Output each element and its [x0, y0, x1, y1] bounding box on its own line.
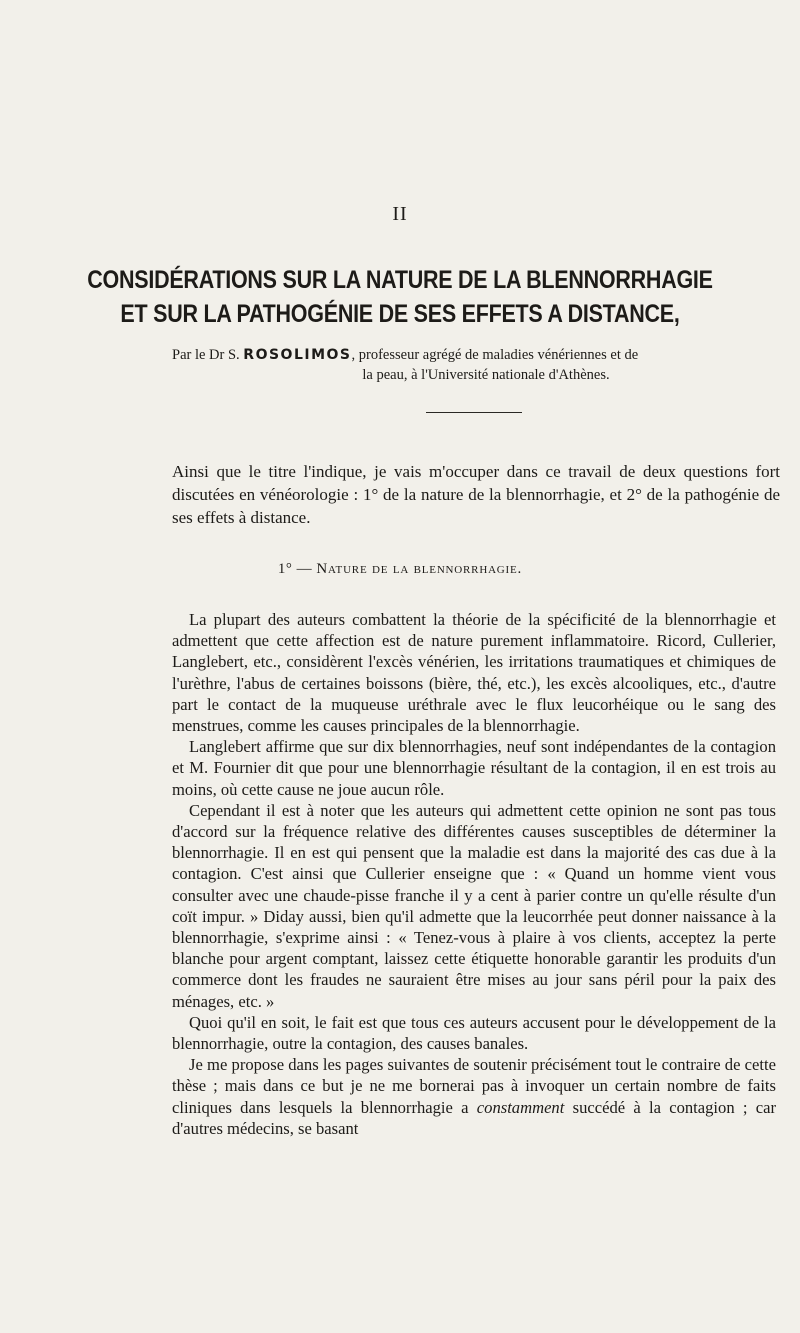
paragraph-last: [172, 1054, 776, 1139]
section-number: 1° —: [277, 561, 317, 577]
intro-paragraph: Ainsi que le titre l'indique, je vais m'occuper dans ce travail de deux questions fort discutées en vénéorologie : 1° de la nature de la blennorrhagie, et 2° de la pathogénie de ses effets à distance.: [172, 462, 780, 527]
byline-prefix: Par le Dr S.: [172, 347, 240, 363]
affiliation-line1: , professeur agrégé de maladies vénériennes et de: [351, 347, 639, 363]
chapter-number: II: [392, 203, 408, 225]
paragraph: Quoi qu'il en soit, le fait est que tous ces auteurs accusent pour le développement de la blennorrhagie, outre la contagion, des causes banales.: [172, 1012, 776, 1054]
article-title-line2: ET SUR LA PATHOGÉNIE DE SES EFFETS A DISTANCE,: [120, 300, 680, 328]
paragraph: Langlebert affirme que sur dix blennorrhagies, neuf sont indépendantes de la contagion et M. Fournier dit que pour une blennorrhagie résultant de la contagion, il en est trois au moins, où cette cause ne joue aucun rôle.: [172, 737, 776, 799]
section-heading: [0, 561, 800, 578]
byline: [172, 345, 782, 385]
article-title-line1: CONSIDÉRATIONS SUR LA NATURE DE LA BLENNORRHAGIE: [87, 266, 713, 294]
emphasized-word: constamment: [476, 1097, 565, 1117]
affiliation-line2: la peau, à l'Université nationale d'Athènes.: [362, 367, 610, 383]
text-run: succédé à la contagion ; car d'autres médecins, se basant: [172, 1097, 777, 1138]
paragraph: Cependant il est à noter que les auteurs qui admettent cette opinion ne sont pas tous d'accord sur la fréquence relative des différentes causes susceptibles de déterminer la blennorrhagie. Il en est qui pensent que la maladie est dans la majorité des cas due à la contagion. C'est ainsi que Cullerier enseigne que : « Quand un homme vient vous consulter avec une chaude-pisse franche il y a cent à parier contre un qu'elle résulte d'un coït impur. » Diday aussi, bien qu'il admette que la leucorrhée peut donner naissance à la blennorrhagie, s'exprime ainsi : « Tenez-vous à plaire à vos clients, acceptez la perte blanche pour argent comptant, laissez cette étiquette honorable garantir les produits d'un commerce dont les fraudes ne sauraient être mises au jour sans péril pour la paix des ménages, etc. »: [172, 800, 776, 1011]
paragraph: La plupart des auteurs combattent la théorie de la spécificité de la blennorrhagie et admettent que cette affection est de nature purement inflammatoire. Ricord, Cullerier, Langlebert, etc., considèrent l'excès vénérien, les irritations traumatiques et chimiques de l'urèthre, l'abus de certaines boissons (bière, thé, etc.), les excès alcooliques, etc., d'autre part le contact de la muqueuse uréthrale avec le flux leucorhéique ou le sang des menstrues, comme les causes principales de la blennorrhagie.: [172, 610, 776, 736]
body-text: [172, 609, 776, 1139]
section-title: Nature de la blennorrhagie.: [316, 561, 523, 577]
text-run: Je me propose dans les pages suivantes de soutenir précisément tout le contraire de cette thèse ; mais dans ce but je ne me bornerai pas à invoquer un certain nombre de faits cliniques dans lesquels la blennorrhagie a: [172, 1055, 776, 1117]
author-name: ROSOLIMOS: [243, 347, 352, 363]
separator-rule: [426, 412, 522, 413]
